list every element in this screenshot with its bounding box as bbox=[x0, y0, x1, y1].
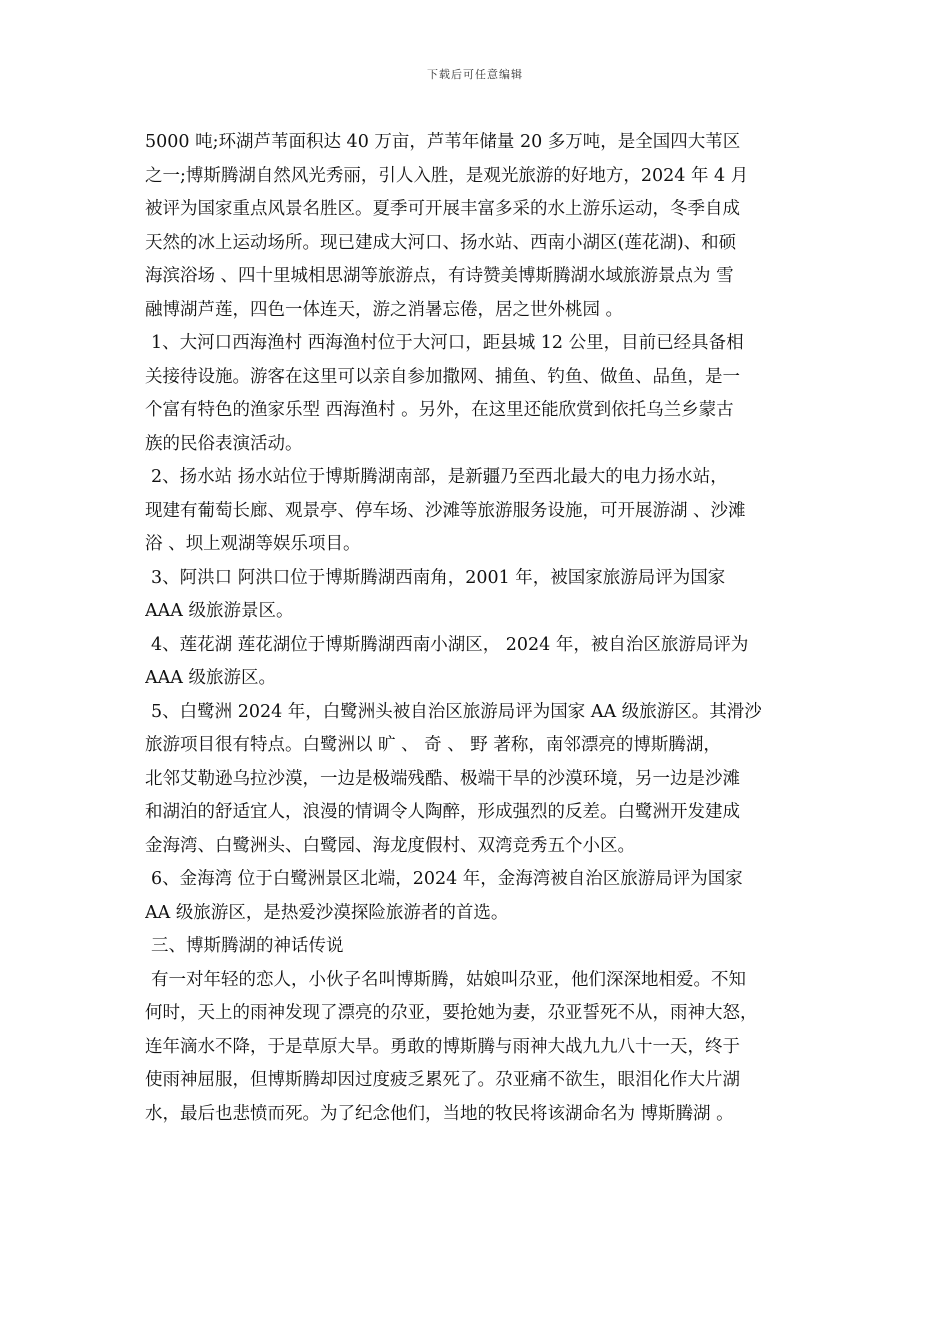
section-6-heading-line: 6、金海湾 位于白鹭洲景区北端，2024 年，金海湾被自治区旅游局评为国家 bbox=[151, 869, 743, 889]
text-line: 海滨浴场 、四十里城相思湖等旅游点，有诗赞美博斯腾湖水域旅游景点为 雪 bbox=[145, 266, 734, 286]
text-line: 融博湖芦莲，四色一体连天，游之消暑忘倦，居之世外桃园 。 bbox=[145, 299, 624, 320]
text-line: AAA 级旅游景区。 bbox=[145, 601, 294, 621]
text-line: 何时，天上的雨神发现了漂亮的尕亚，要抢她为妻，尕亚誓死不从，雨神大怒， bbox=[145, 1003, 758, 1023]
section-3-heading-line: 3、阿洪口 阿洪口位于博斯腾湖西南角，2001 年，被国家旅游局评为国家 bbox=[151, 567, 726, 588]
text-line: 金海湾、白鹭洲头、白鹭园、海龙度假村、双湾竞秀五个小区。 bbox=[145, 835, 635, 856]
document-body bbox=[145, 126, 809, 1131]
text-line: 现建有葡萄长廊、观景亭、停车场、沙滩等旅游服务设施，可开展游湖 、沙滩 bbox=[145, 500, 746, 521]
section-2-heading-line: 2、扬水站 扬水站位于博斯腾湖南部，是新疆乃至西北最大的电力扬水站， bbox=[151, 467, 728, 487]
text-line: 使雨神屈服，但博斯腾却因过度疲乏累死了。尕亚痛不欲生，眼泪化作大片湖 bbox=[145, 1070, 740, 1090]
text-line: AAA 级旅游区。 bbox=[145, 668, 276, 688]
page-header-note: 下载后可任意编辑 bbox=[427, 68, 523, 81]
legend-paragraph-first-line: 有一对年轻的恋人，小伙子名叫博斯腾，姑娘叫尕亚，他们深深地相爱。不知 bbox=[151, 969, 746, 990]
text-line: 关接待设施。游客在这里可以亲自参加撒网、捕鱼、钓鱼、做鱼、品鱼，是一 bbox=[145, 366, 740, 387]
text-line: AA 级旅游区，是热爱沙漠探险旅游者的首选。 bbox=[145, 902, 509, 923]
text-line: 和湖泊的舒适宜人，浪漫的情调令人陶醉，形成强烈的反差。白鹭洲开发建成 bbox=[145, 802, 740, 822]
text-line: 个富有特色的渔家乐型 西海渔村 。另外，在这里还能欣赏到依托乌兰乡蒙古 bbox=[145, 400, 734, 420]
text-line: 族的民俗表演活动。 bbox=[145, 433, 303, 454]
text-line: 被评为国家重点风景名胜区。夏季可开展丰富多采的水上游乐运动，冬季自成 bbox=[145, 199, 740, 219]
text-line: 天然的冰上运动场所。现已建成大河口、扬水站、西南小湖区(莲花湖)、和硕 bbox=[145, 232, 737, 253]
section-1-heading-line: 1、大河口西海渔村 西海渔村位于大河口，距县城 12 公里，目前已经具备相 bbox=[151, 333, 744, 353]
text-line: 旅游项目很有特点。白鹭洲以 旷 、 奇 、 野 著称，南邻漂亮的博斯腾湖， bbox=[145, 735, 721, 755]
section-4-heading-line: 4、莲花湖 莲花湖位于博斯腾湖西南小湖区， 2024 年，被自治区旅游局评为 bbox=[151, 634, 749, 655]
text-line: 连年滴水不降，于是草原大旱。勇敢的博斯腾与雨神大战九九八十一天，终于 bbox=[145, 1036, 740, 1057]
text-line: 北邻艾勒逊乌拉沙漠，一边是极端残酷、极端干旱的沙漠环境，另一边是沙滩 bbox=[145, 768, 740, 789]
text-line: 浴 、坝上观湖等娱乐项目。 bbox=[145, 534, 361, 554]
section-5-heading-line: 5、白鹭洲 2024 年，白鹭洲头被自治区旅游局评为国家 AA 级旅游区。其滑沙 bbox=[151, 701, 762, 722]
text-line: 水，最后也悲愤而死。为了纪念他们，当地的牧民将该湖命名为 博斯腾湖 。 bbox=[145, 1103, 734, 1124]
text-line: 5000 吨;环湖芦苇面积达 40 万亩，芦苇年储量 20 多万吨，是全国四大苇区 bbox=[145, 132, 741, 152]
chapter-heading-legend: 三、博斯腾湖的神话传说 bbox=[151, 936, 344, 956]
text-line: 之一;博斯腾湖自然风光秀丽，引人入胜，是观光旅游的好地方，2024 年 4 月 bbox=[145, 165, 749, 186]
